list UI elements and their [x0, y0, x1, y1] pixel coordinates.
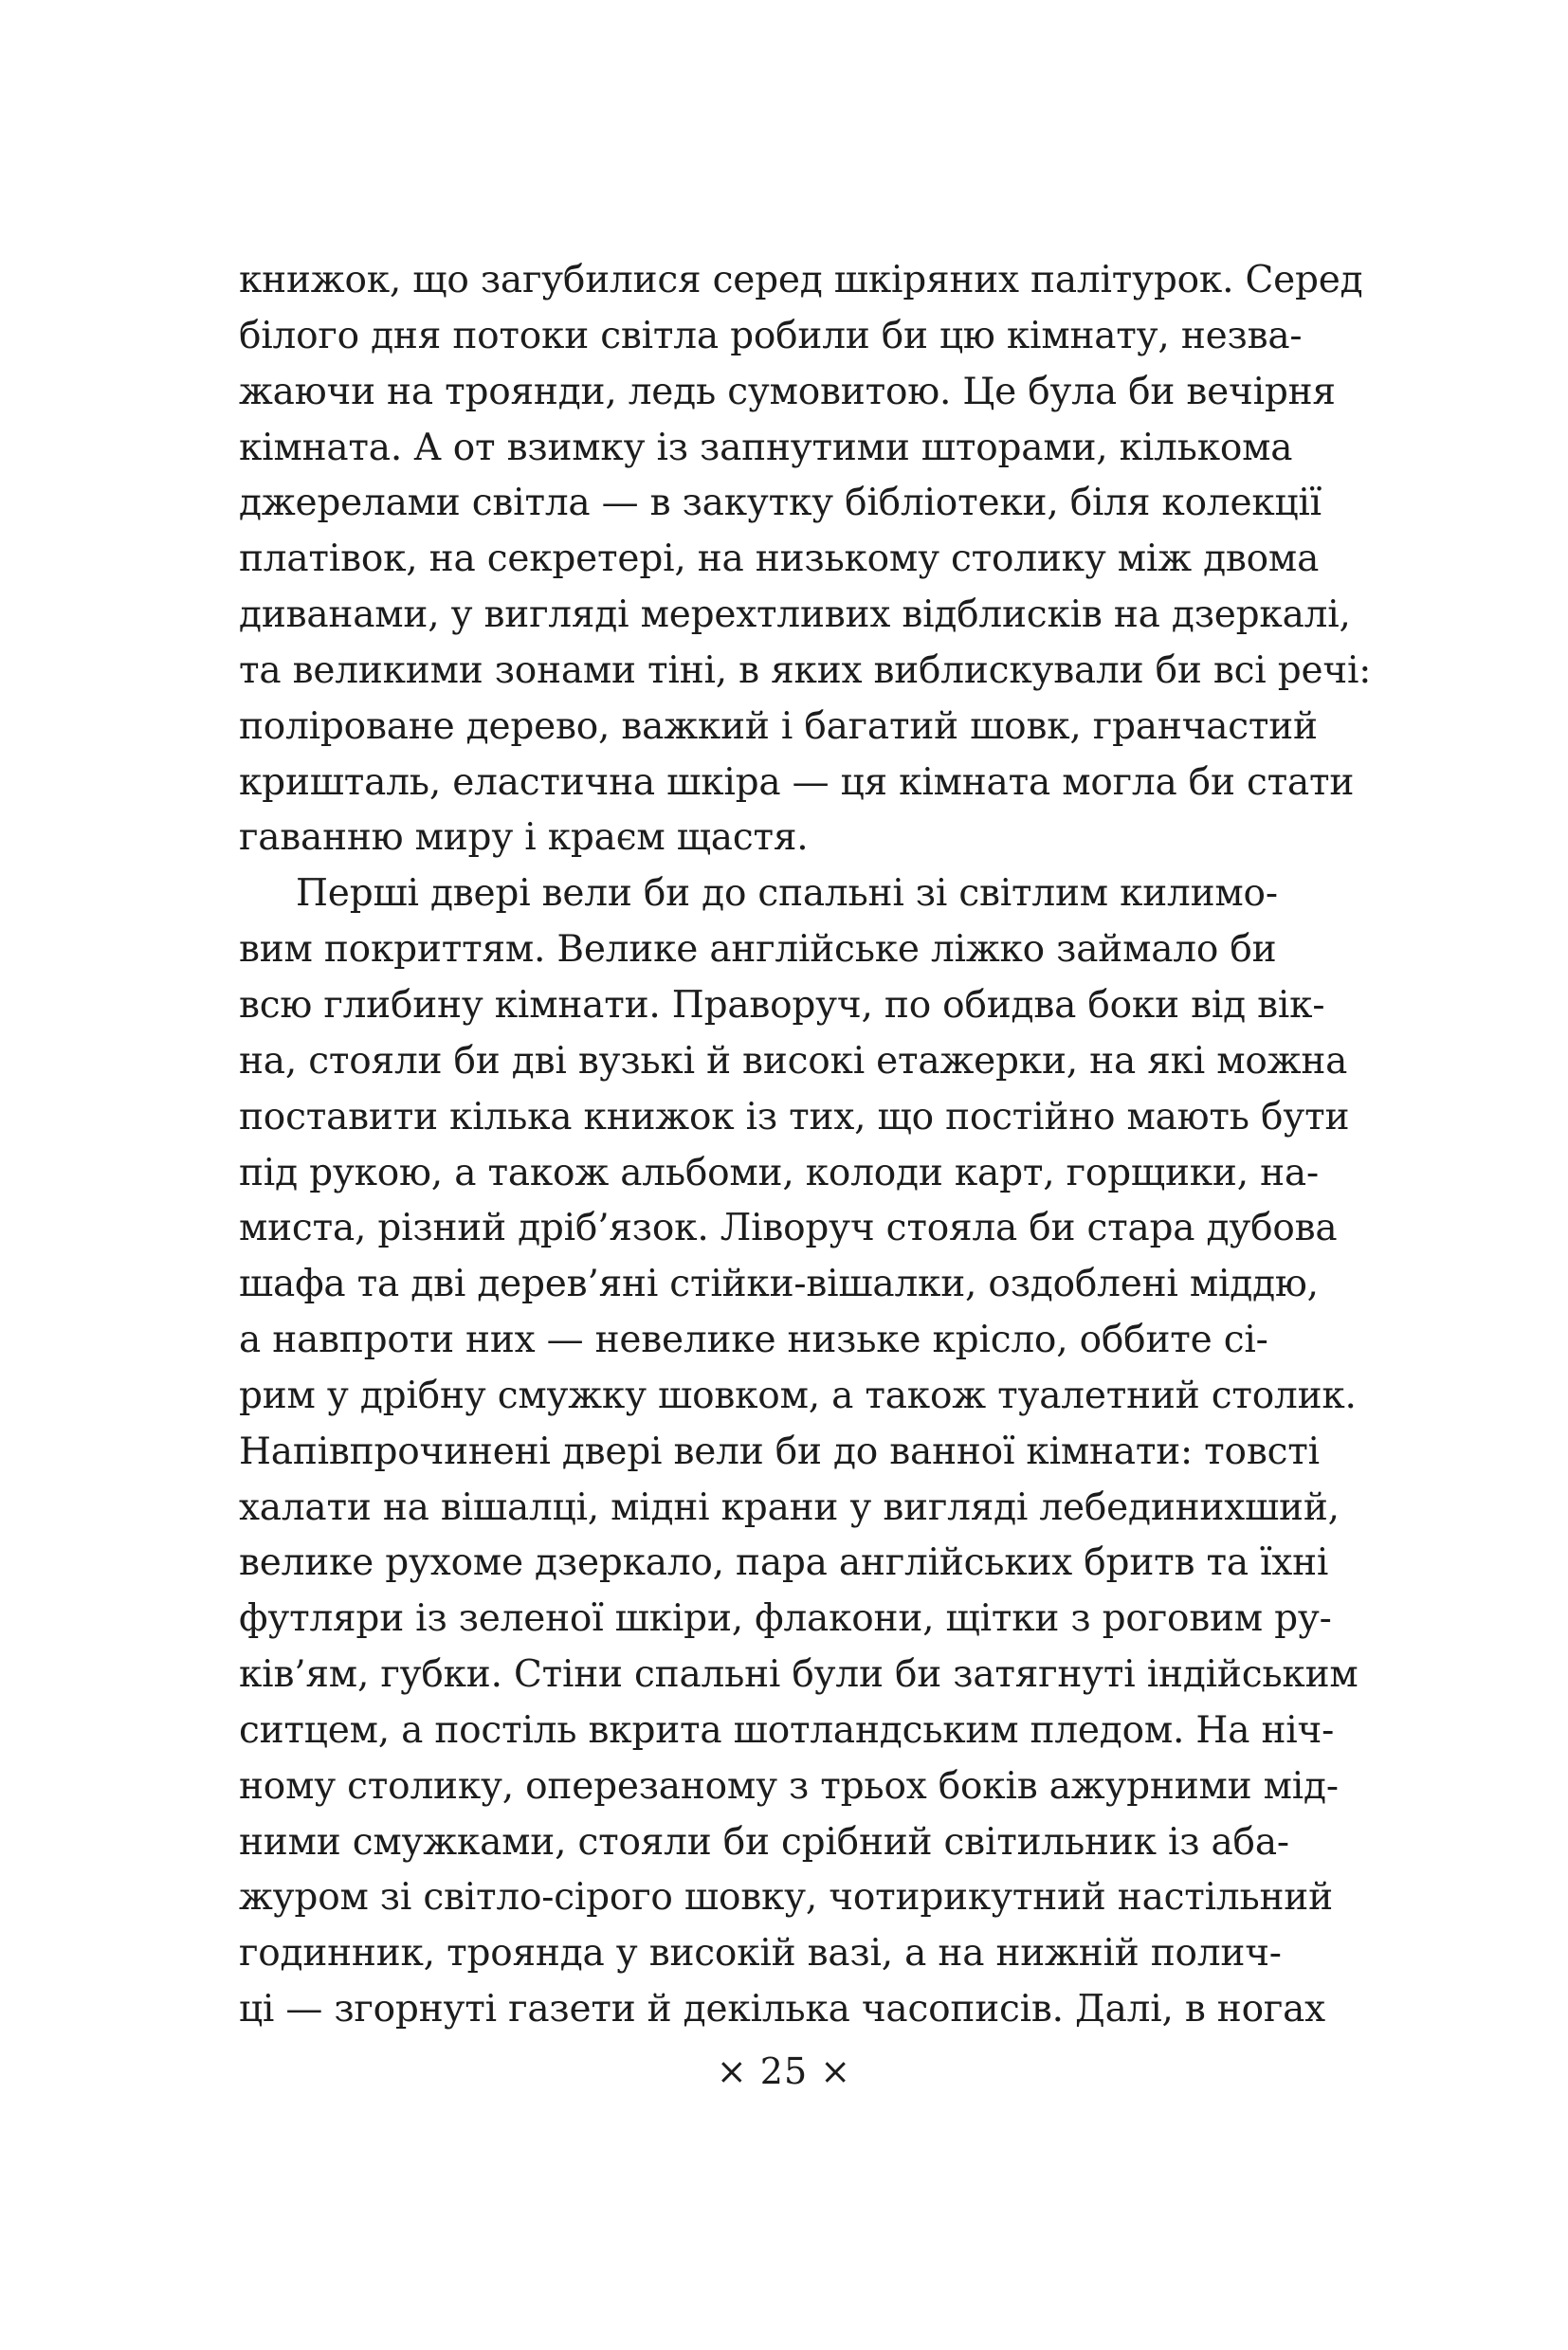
- text-line: кімната. А от взимку із запнутими шторами, кількома: [239, 426, 1293, 469]
- text-line: джерелами світла — в закутку бібліотеки, біля колекції: [239, 482, 1322, 525]
- text-line: кришталь, еластична шкіра — ця кімната могла би стати: [239, 760, 1355, 804]
- text-line: шафа та дві дерев’яні стійки-вішалки, оздоблені міддю,: [239, 1263, 1319, 1306]
- text-line: миста, різний дріб’язок. Ліворуч стояла би стара дубова: [239, 1207, 1338, 1250]
- text-line: вим покриттям. Велике англійське ліжко займало би: [239, 928, 1277, 972]
- text-line: рим у дрібну смужку шовком, а також туалетний столик.: [239, 1374, 1357, 1417]
- text-line: а навпроти них — невелике низьке крісло, оббите сі-: [239, 1319, 1268, 1362]
- text-line: жаючи на троянди, ледь сумовитою. Це була би вечірня: [239, 370, 1336, 413]
- text-line: диванами, у вигляді мерехтливих відблисків на дзеркалі,: [239, 593, 1351, 637]
- text-line: Напівпрочинені двері вели би до ванної кімнати: товсті: [239, 1430, 1320, 1473]
- text-line: Перші двері вели би до спальні зі світлим килимо-: [296, 872, 1278, 916]
- text-line: на, стояли би дві вузькі й високі етажерки, на які можна: [239, 1039, 1348, 1083]
- text-line: поліроване дерево, важкий і багатий шовк, гранчастий: [239, 704, 1318, 748]
- text-line: та великими зонами тіні, в яких виблискували би всі речі:: [239, 648, 1372, 692]
- text-line: ному столику, оперезаному з трьох боків ажурними мід-: [239, 1764, 1339, 1808]
- text-line: всю глибину кімнати. Праворуч, по обидва боки від вік-: [239, 983, 1325, 1027]
- text-line: журом зі світло-сірого шовку, чотирикутний настільний: [239, 1876, 1333, 1920]
- text-line: ці — згорнуті газети й декілька часописів. Далі, в ногах: [239, 1988, 1325, 2031]
- text-line: книжок, що загубилися серед шкіряних палітурок. Серед: [239, 259, 1363, 301]
- text-line: платівок, на секретері, на низькому столику між двома: [239, 537, 1320, 581]
- text-line: білого дня потоки світла робили би цю кімнату, незва-: [239, 314, 1303, 357]
- text-line: поставити кілька книжок із тих, що постійно мають бути: [239, 1095, 1350, 1139]
- text-line: ків’ям, губки. Стіни спальні були би затягнуті індійським: [239, 1653, 1358, 1697]
- page-number: × 25 ×: [716, 2050, 852, 2092]
- page-body: [239, 253, 1372, 2038]
- text-line: ситцем, а постіль вкрита шотландським пледом. На ніч-: [239, 1708, 1335, 1752]
- text-line: гаванню миру і краєм щастя.: [239, 816, 809, 860]
- text-line: велике рухоме дзеркало, пара англійських бритв та їхні: [239, 1541, 1329, 1585]
- text-line: під рукою, а також альбоми, колоди карт, горщики, на-: [239, 1151, 1319, 1194]
- text-line: ними смужками, стояли би срібний світильник із аба-: [239, 1820, 1289, 1864]
- text-line: халати на вішалці, мідні крани у вигляді лебединихший,: [239, 1485, 1340, 1529]
- text-line: футляри із зеленої шкіри, флакони, щітки з роговим ру-: [239, 1597, 1332, 1641]
- text-line: годинник, троянда у високій вазі, а на нижній полич-: [239, 1932, 1282, 1976]
- text-block: [239, 253, 1372, 2038]
